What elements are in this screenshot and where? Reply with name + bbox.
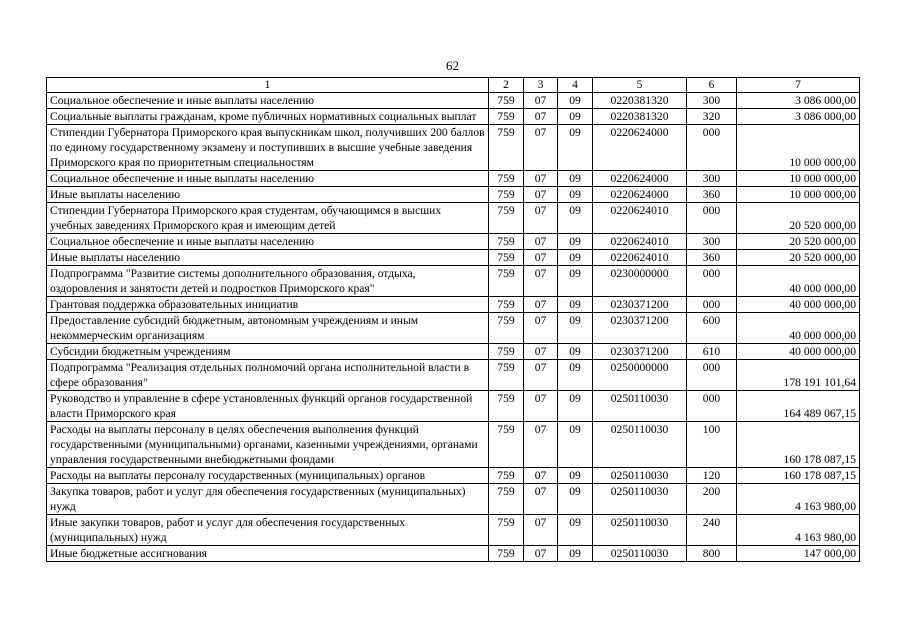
row-description: Подпрограмма "Реализация отдельных полномочий органа исполнительной власти в сфере образования": [47, 360, 489, 391]
cell-amount: 160 178 087,15: [737, 422, 860, 468]
cell-section: 07: [524, 234, 558, 250]
row-description: Иные закупки товаров, работ и услуг для обеспечения государственных (муниципальных) нужд: [47, 515, 489, 546]
cell-amount: 10 000 000,00: [737, 125, 860, 171]
table-row: [47, 203, 860, 234]
cell-amount: 40 000 000,00: [737, 266, 860, 297]
cell-section: 07: [524, 125, 558, 171]
column-header: 4: [558, 78, 593, 93]
row-description: Закупка товаров, работ и услуг для обеспечения государственных (муниципальных) нужд: [47, 484, 489, 515]
cell-section: 07: [524, 297, 558, 313]
cell-subsection: 09: [558, 422, 593, 468]
row-description: Иные выплаты населению: [47, 250, 489, 266]
cell-expense-type: 610: [687, 344, 737, 360]
table-row: [47, 515, 860, 546]
cell-expense-type: 300: [687, 171, 737, 187]
cell-subsection: 09: [558, 344, 593, 360]
table-row: [47, 109, 860, 125]
cell-amount: 3 086 000,00: [737, 93, 860, 109]
row-description: Субсидии бюджетным учреждениям: [47, 344, 489, 360]
cell-ministry: 759: [489, 187, 524, 203]
table-row: [47, 297, 860, 313]
cell-expense-type: 320: [687, 109, 737, 125]
cell-subsection: 09: [558, 203, 593, 234]
cell-section: 07: [524, 266, 558, 297]
cell-target-code: 0220624010: [593, 250, 687, 266]
cell-ministry: 759: [489, 203, 524, 234]
cell-target-code: 0250110030: [593, 422, 687, 468]
row-description: Руководство и управление в сфере установленных функций органов государственной власти Приморского края: [47, 391, 489, 422]
cell-ministry: 759: [489, 515, 524, 546]
row-description: Социальное обеспечение и иные выплаты населению: [47, 171, 489, 187]
cell-ministry: 759: [489, 391, 524, 422]
cell-target-code: 0250110030: [593, 391, 687, 422]
row-description: Грантовая поддержка образовательных инициатив: [47, 297, 489, 313]
cell-section: 07: [524, 313, 558, 344]
table-row: [47, 422, 860, 468]
cell-section: 07: [524, 360, 558, 391]
cell-subsection: 09: [558, 297, 593, 313]
cell-subsection: 09: [558, 391, 593, 422]
cell-target-code: 0230000000: [593, 266, 687, 297]
table-row: [47, 187, 860, 203]
row-description: Подпрограмма "Развитие системы дополнительного образования, отдыха, оздоровления и занятости детей и подростков Приморского края": [47, 266, 489, 297]
cell-subsection: 09: [558, 313, 593, 344]
cell-subsection: 09: [558, 187, 593, 203]
cell-ministry: 759: [489, 250, 524, 266]
cell-section: 07: [524, 422, 558, 468]
cell-target-code: 0250110030: [593, 484, 687, 515]
cell-expense-type: 300: [687, 234, 737, 250]
cell-expense-type: 600: [687, 313, 737, 344]
table-row: [47, 546, 860, 562]
cell-amount: 20 520 000,00: [737, 234, 860, 250]
cell-expense-type: 100: [687, 422, 737, 468]
page-number: 62: [446, 58, 459, 73]
row-description: Социальное обеспечение и иные выплаты населению: [47, 93, 489, 109]
table-body: [47, 93, 860, 562]
cell-target-code: 0230371200: [593, 344, 687, 360]
column-header: 2: [489, 78, 524, 93]
row-description: Расходы на выплаты персоналу в целях обеспечения выполнения функций государственными (муниципальными) органами, казенными учреждениями, органами управления государственными внебюджетными фондами: [47, 422, 489, 468]
cell-amount: 178 191 101,64: [737, 360, 860, 391]
cell-expense-type: 000: [687, 297, 737, 313]
cell-amount: 147 000,00: [737, 546, 860, 562]
column-header: 1: [47, 78, 489, 93]
table-row: [47, 484, 860, 515]
cell-section: 07: [524, 250, 558, 266]
cell-ministry: 759: [489, 234, 524, 250]
cell-target-code: 0250000000: [593, 360, 687, 391]
cell-amount: 10 000 000,00: [737, 187, 860, 203]
cell-amount: 20 520 000,00: [737, 203, 860, 234]
cell-amount: 40 000 000,00: [737, 297, 860, 313]
cell-expense-type: 300: [687, 93, 737, 109]
cell-subsection: 09: [558, 546, 593, 562]
table-row: [47, 360, 860, 391]
cell-subsection: 09: [558, 468, 593, 484]
table-row: [47, 313, 860, 344]
cell-section: 07: [524, 546, 558, 562]
cell-section: 07: [524, 391, 558, 422]
cell-expense-type: 800: [687, 546, 737, 562]
cell-target-code: 0250110030: [593, 546, 687, 562]
row-description: Стипендии Губернатора Приморского края студентам, обучающимся в высших учебных заведениях Приморского края и имеющим детей: [47, 203, 489, 234]
cell-ministry: 759: [489, 422, 524, 468]
table-row: [47, 344, 860, 360]
cell-subsection: 09: [558, 266, 593, 297]
cell-amount: 40 000 000,00: [737, 344, 860, 360]
table-row: [47, 250, 860, 266]
cell-target-code: 0230371200: [593, 313, 687, 344]
cell-target-code: 0250110030: [593, 468, 687, 484]
cell-ministry: 759: [489, 266, 524, 297]
cell-section: 07: [524, 171, 558, 187]
cell-subsection: 09: [558, 93, 593, 109]
cell-amount: 4 163 980,00: [737, 515, 860, 546]
cell-subsection: 09: [558, 109, 593, 125]
cell-section: 07: [524, 109, 558, 125]
column-header: 3: [524, 78, 558, 93]
table-row: [47, 391, 860, 422]
cell-amount: 10 000 000,00: [737, 171, 860, 187]
row-description: Предоставление субсидий бюджетным, автономным учреждениям и иным некоммерческим организациям: [47, 313, 489, 344]
table-row: [47, 125, 860, 171]
table-row: [47, 234, 860, 250]
cell-expense-type: 000: [687, 360, 737, 391]
cell-ministry: 759: [489, 360, 524, 391]
row-description: Социальные выплаты гражданам, кроме публичных нормативных социальных выплат: [47, 109, 489, 125]
cell-amount: 4 163 980,00: [737, 484, 860, 515]
cell-expense-type: 360: [687, 250, 737, 266]
cell-ministry: 759: [489, 468, 524, 484]
cell-subsection: 09: [558, 250, 593, 266]
cell-section: 07: [524, 344, 558, 360]
header-row: [47, 78, 860, 93]
row-description: Иные бюджетные ассигнования: [47, 546, 489, 562]
cell-expense-type: 360: [687, 187, 737, 203]
cell-target-code: 0220624010: [593, 203, 687, 234]
cell-ministry: 759: [489, 93, 524, 109]
cell-expense-type: 120: [687, 468, 737, 484]
cell-target-code: 0220624010: [593, 234, 687, 250]
cell-target-code: 0220624000: [593, 171, 687, 187]
cell-ministry: 759: [489, 171, 524, 187]
cell-expense-type: 240: [687, 515, 737, 546]
cell-target-code: 0220381320: [593, 109, 687, 125]
cell-target-code: 0220624000: [593, 187, 687, 203]
cell-target-code: 0250110030: [593, 515, 687, 546]
cell-section: 07: [524, 468, 558, 484]
table-row: [47, 171, 860, 187]
cell-amount: 164 489 067,15: [737, 391, 860, 422]
cell-ministry: 759: [489, 313, 524, 344]
cell-subsection: 09: [558, 360, 593, 391]
cell-expense-type: 000: [687, 125, 737, 171]
cell-target-code: 0230371200: [593, 297, 687, 313]
cell-subsection: 09: [558, 125, 593, 171]
cell-ministry: 759: [489, 125, 524, 171]
cell-subsection: 09: [558, 234, 593, 250]
budget-table: [46, 77, 860, 562]
cell-amount: 160 178 087,15: [737, 468, 860, 484]
cell-section: 07: [524, 203, 558, 234]
cell-section: 07: [524, 515, 558, 546]
table-row: [47, 266, 860, 297]
cell-section: 07: [524, 484, 558, 515]
cell-ministry: 759: [489, 344, 524, 360]
cell-ministry: 759: [489, 109, 524, 125]
cell-expense-type: 000: [687, 203, 737, 234]
table-row: [47, 468, 860, 484]
cell-section: 07: [524, 93, 558, 109]
cell-subsection: 09: [558, 171, 593, 187]
table-row: [47, 93, 860, 109]
cell-ministry: 759: [489, 546, 524, 562]
column-header: 7: [737, 78, 860, 93]
cell-subsection: 09: [558, 515, 593, 546]
row-description: Иные выплаты населению: [47, 187, 489, 203]
cell-target-code: 0220624000: [593, 125, 687, 171]
cell-amount: 20 520 000,00: [737, 250, 860, 266]
cell-ministry: 759: [489, 484, 524, 515]
cell-amount: 3 086 000,00: [737, 109, 860, 125]
row-description: Расходы на выплаты персоналу государственных (муниципальных) органов: [47, 468, 489, 484]
cell-target-code: 0220381320: [593, 93, 687, 109]
cell-expense-type: 000: [687, 266, 737, 297]
cell-section: 07: [524, 187, 558, 203]
cell-subsection: 09: [558, 484, 593, 515]
column-header: 5: [593, 78, 687, 93]
cell-amount: 40 000 000,00: [737, 313, 860, 344]
column-header: 6: [687, 78, 737, 93]
cell-expense-type: 200: [687, 484, 737, 515]
cell-expense-type: 000: [687, 391, 737, 422]
row-description: Социальное обеспечение и иные выплаты населению: [47, 234, 489, 250]
row-description: Стипендии Губернатора Приморского края выпускникам школ, получивших 200 баллов по единому государственному экзамену и поступивших в высшие учебные заведения Приморского края по приоритетным специальностям: [47, 125, 489, 171]
cell-ministry: 759: [489, 297, 524, 313]
